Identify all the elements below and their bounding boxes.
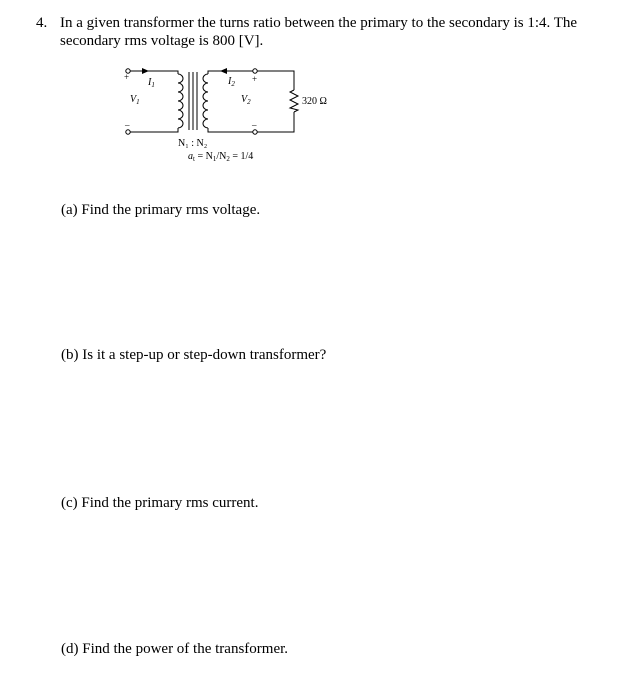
question-d: (d) Find the power of the transformer.: [61, 641, 289, 657]
primary-plus-sign: +: [124, 72, 130, 82]
primary-coil: [178, 74, 183, 128]
primary-top-wire: [130, 71, 178, 74]
load-resistor-symbol: [290, 90, 298, 112]
problem-statement: [60, 14, 626, 50]
question-c: (c) Find the primary rms current.: [61, 495, 259, 511]
problem-statement-line-2: secondary rms voltage is 800 [V].: [60, 33, 264, 49]
secondary-plus-sign: +: [252, 74, 258, 84]
label-v2: $V_2$: [241, 94, 251, 106]
label-i2: $I_2$: [228, 76, 235, 88]
label-v1: $V_1$: [130, 94, 140, 106]
primary-minus-sign: –: [125, 120, 130, 130]
question-b: (b) Is it a step-up or step-down transformer?: [61, 347, 327, 363]
load-top-wire: [257, 71, 294, 90]
label-i1: $I_1$: [148, 77, 155, 89]
problem-4: [36, 14, 626, 50]
problem-number: 4.: [36, 15, 48, 31]
load-bottom-wire: [257, 112, 294, 132]
transformer-circuit-figure: [116, 62, 376, 174]
secondary-minus-sign: –: [252, 120, 257, 130]
i1-arrow: [142, 68, 149, 74]
question-a: (a) Find the primary rms voltage.: [61, 202, 261, 218]
turns-label: N₁ : N₂: [178, 138, 208, 149]
secondary-bottom-wire: [208, 128, 255, 132]
i2-arrow: [220, 68, 227, 74]
problem-statement-line-1: In a given transformer the turns ratio between the primary to the secondary is 1:4. The: [60, 15, 578, 31]
secondary-top-wire: [208, 71, 255, 74]
secondary-coil: [203, 74, 208, 128]
ratio-label: $a_t = N_1/N_2 = 1/4$: [188, 151, 254, 163]
primary-bottom-wire: [130, 128, 178, 132]
primary-bottom-terminal: [126, 130, 130, 134]
secondary-top-terminal: [253, 69, 257, 73]
resistor-label: 320 Ω: [302, 96, 327, 107]
secondary-bottom-terminal: [253, 130, 257, 134]
